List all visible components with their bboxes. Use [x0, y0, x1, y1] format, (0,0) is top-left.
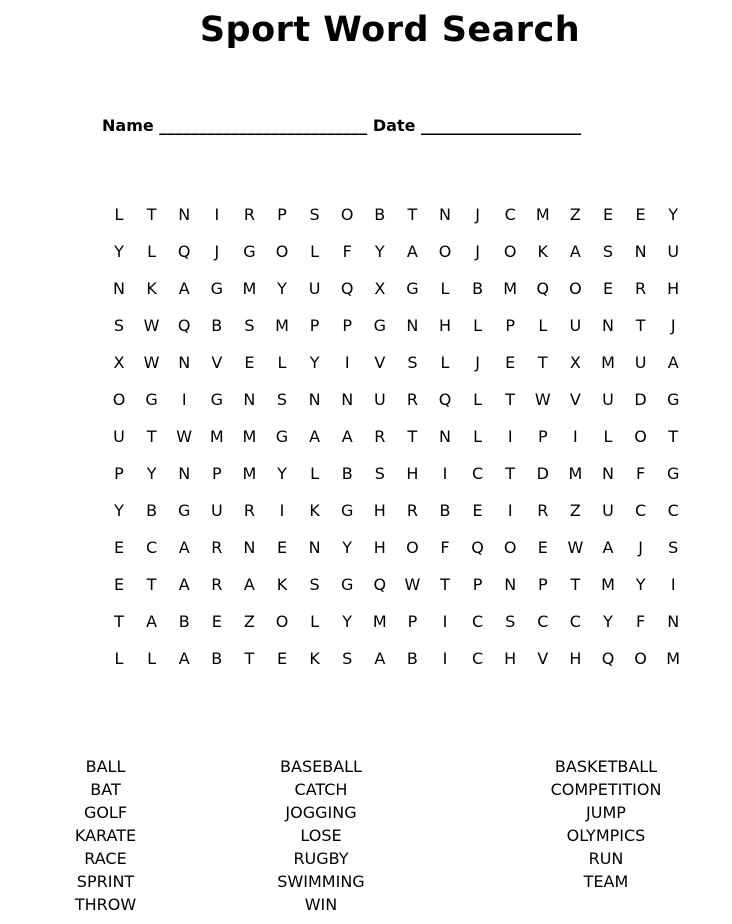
grid-letter: D — [536, 464, 549, 483]
grid-letter: L — [114, 649, 124, 668]
grid-letter: U — [113, 427, 125, 446]
grid-letter: S — [244, 316, 255, 335]
grid-letter: Y — [309, 353, 320, 372]
grid-letter: V — [569, 390, 581, 409]
grid-letter: H — [373, 538, 386, 557]
grid-letter: L — [440, 279, 450, 298]
grid-letter: E — [113, 575, 125, 594]
grid-letter: S — [668, 538, 679, 557]
grid-letter: M — [242, 279, 257, 298]
grid-letter: I — [214, 205, 220, 224]
grid-letter: C — [472, 649, 484, 668]
grid-letter: B — [146, 501, 158, 520]
grid-letter: E — [211, 612, 222, 631]
grid-letter: U — [569, 316, 582, 335]
grid-letter: S — [113, 316, 125, 335]
grid-letter: I — [181, 390, 187, 409]
grid-letter: T — [114, 612, 124, 631]
grid-row — [103, 570, 683, 600]
grid-letter: N — [178, 205, 191, 224]
grid-letter: O — [406, 538, 419, 557]
grid-letter: L — [473, 316, 483, 335]
grid-letter: E — [602, 205, 614, 224]
grid-letter: C — [667, 501, 679, 520]
grid-letter: F — [635, 464, 646, 483]
grid-letter: Y — [146, 464, 157, 483]
grid-row — [103, 422, 683, 452]
grid-letter: E — [472, 501, 483, 520]
grid-letter: N — [504, 575, 517, 594]
grid-letter: L — [310, 242, 320, 261]
grid-letter: O — [503, 538, 517, 557]
grid-letter: H — [406, 464, 419, 483]
grid-letter: S — [276, 390, 288, 409]
grid-letter: A — [243, 575, 255, 594]
name-date-line — [102, 115, 581, 137]
grid-letter: Y — [277, 279, 287, 298]
grid-letter: Y — [114, 242, 124, 261]
grid-letter: U — [602, 501, 614, 520]
grid-letter: C — [472, 612, 484, 631]
grid-letter: R — [537, 501, 549, 520]
grid-letter: E — [276, 649, 288, 668]
grid-letter: M — [372, 612, 387, 631]
grid-letter: N — [602, 316, 614, 335]
word-list-item: JUMP — [586, 803, 626, 822]
grid-letter: B — [178, 612, 190, 631]
word-list-column-3 — [531, 755, 681, 893]
word-list-item: THROW — [74, 895, 137, 914]
grid-letter: P — [505, 316, 516, 335]
grid-letter: A — [309, 427, 321, 446]
grid-letter: P — [537, 575, 548, 594]
grid-letter: B — [472, 279, 484, 298]
grid-letter: N — [178, 353, 191, 372]
grid-row — [103, 533, 683, 563]
grid-row — [103, 311, 683, 341]
grid-letter: T — [407, 205, 418, 224]
grid-letter: X — [569, 353, 581, 372]
grid-letter: R — [406, 390, 418, 409]
grid-letter: T — [146, 427, 157, 446]
grid-letter: L — [277, 353, 287, 372]
grid-letter: N — [602, 464, 614, 483]
grid-letter: H — [569, 649, 582, 668]
grid-letter: P — [114, 464, 124, 483]
grid-letter: I — [344, 353, 350, 372]
grid-letter: U — [373, 390, 386, 409]
grid-letter: R — [635, 279, 647, 298]
grid-letter: W — [567, 538, 584, 557]
grid-letter: L — [473, 427, 483, 446]
grid-letter: L — [473, 390, 483, 409]
grid-letter: N — [308, 538, 321, 557]
grid-letter: T — [146, 575, 157, 594]
grid-letter: B — [439, 501, 451, 520]
grid-letter: I — [573, 427, 578, 446]
grid-letter: H — [373, 501, 386, 520]
date-label: Date — [372, 116, 416, 135]
grid-letter: C — [635, 501, 647, 520]
grid-letter: M — [503, 279, 518, 298]
grid-letter: G — [666, 390, 680, 409]
grid-letter: X — [374, 279, 386, 298]
word-list-item: LOSE — [300, 826, 342, 845]
grid-letter: E — [244, 353, 255, 372]
grid-letter: N — [113, 279, 125, 298]
grid-letter: K — [309, 649, 320, 668]
grid-letter: L — [603, 427, 613, 446]
grid-letter: N — [243, 538, 256, 557]
grid-letter: F — [635, 612, 646, 631]
word-list-item: BALL — [85, 757, 126, 776]
grid-letter: Y — [114, 501, 124, 520]
grid-letter: W — [534, 390, 551, 409]
grid-letter: P — [211, 464, 222, 483]
grid-letter: G — [243, 242, 256, 261]
grid-letter: L — [538, 316, 548, 335]
grid-letter: O — [340, 205, 354, 224]
grid-letter: Y — [342, 612, 353, 631]
grid-letter: N — [308, 390, 321, 409]
grid-letter: H — [504, 649, 517, 668]
grid-letter: S — [407, 353, 418, 372]
grid-letter: S — [505, 612, 516, 631]
grid-letter: E — [537, 538, 548, 557]
grid-letter: I — [507, 501, 513, 520]
grid-letter: L — [310, 464, 320, 483]
grid-letter: A — [178, 279, 190, 298]
grid-letter: Y — [603, 612, 613, 631]
grid-letter: S — [309, 575, 320, 594]
grid-letter: A — [406, 242, 418, 261]
grid-letter: G — [210, 279, 223, 298]
grid-letter: M — [242, 464, 257, 483]
grid-letter: A — [374, 649, 386, 668]
grid-letter: P — [309, 316, 320, 335]
grid-letter: Y — [668, 205, 679, 224]
grid-letter: W — [176, 427, 193, 446]
grid-letter: J — [475, 205, 480, 224]
grid-row — [103, 459, 683, 489]
grid-letter: A — [341, 427, 353, 446]
grid-letter: G — [666, 464, 680, 483]
grid-letter: T — [440, 575, 450, 594]
grid-letter: J — [638, 538, 643, 557]
grid-letter: R — [211, 575, 223, 594]
grid-letter: A — [146, 612, 158, 631]
grid-row — [103, 644, 683, 674]
grid-letter: I — [279, 501, 285, 520]
grid-letter: R — [406, 501, 418, 520]
grid-letter: U — [634, 353, 647, 372]
grid-letter: M — [601, 575, 615, 594]
grid-letter: J — [670, 316, 676, 335]
grid-letter: V — [211, 353, 223, 372]
grid-letter: S — [342, 649, 353, 668]
page-title: Sport Word Search — [199, 10, 581, 50]
grid-letter: T — [635, 316, 646, 335]
grid-letter: G — [340, 575, 354, 594]
grid-letter: B — [211, 649, 223, 668]
grid-letter: G — [177, 501, 191, 520]
grid-letter: W — [143, 353, 160, 372]
grid-letter: P — [342, 316, 353, 335]
grid-letter: R — [211, 538, 223, 557]
grid-letter: M — [601, 353, 615, 372]
grid-letter: Q — [340, 279, 354, 298]
grid-letter: Q — [373, 575, 387, 594]
grid-letter: T — [570, 575, 581, 594]
word-list-item: RUN — [588, 849, 624, 868]
grid-letter: T — [407, 427, 418, 446]
word-list-item: BASKETBALL — [554, 757, 658, 776]
grid-letter: K — [537, 242, 549, 261]
word-list-item: RACE — [84, 849, 127, 868]
grid-letter: H — [438, 316, 452, 335]
grid-row — [103, 348, 683, 378]
grid-letter: J — [214, 242, 220, 261]
grid-letter: G — [406, 279, 419, 298]
grid-letter: T — [668, 427, 679, 446]
grid-letter: X — [113, 353, 125, 372]
grid-letter: R — [243, 501, 255, 520]
grid-letter: L — [147, 242, 157, 261]
word-list-column-1 — [58, 755, 153, 916]
grid-letter: N — [178, 464, 191, 483]
word-list-column-2 — [256, 755, 386, 916]
grid-letter: G — [145, 390, 158, 409]
grid-letter: T — [505, 464, 516, 483]
grid-letter: T — [146, 205, 157, 224]
grid-row — [103, 496, 683, 526]
grid-letter: O — [634, 649, 647, 668]
grid-letter: M — [666, 649, 681, 668]
grid-letter: M — [242, 427, 257, 446]
grid-letter: Q — [536, 279, 550, 298]
grid-letter: P — [277, 205, 287, 224]
word-list-item: GOLF — [83, 803, 128, 822]
word-list-item: WIN — [304, 895, 338, 914]
grid-letter: N — [243, 390, 256, 409]
grid-letter: S — [309, 205, 320, 224]
grid-letter: U — [667, 242, 680, 261]
grid-letter: L — [114, 205, 124, 224]
grid-letter: E — [113, 538, 125, 557]
grid-letter: R — [243, 205, 255, 224]
grid-letter: A — [602, 538, 614, 557]
grid-letter: C — [537, 612, 549, 631]
grid-letter: M — [209, 427, 224, 446]
grid-letter: Q — [471, 538, 484, 557]
grid-letter: B — [341, 464, 353, 483]
grid-letter: B — [374, 205, 386, 224]
grid-letter: A — [178, 538, 190, 557]
word-list-item: CATCH — [294, 780, 348, 799]
grid-letter: P — [472, 575, 483, 594]
date-blank: ____________________ — [421, 116, 582, 135]
grid-letter: I — [442, 649, 448, 668]
grid-row — [103, 200, 683, 230]
word-list-item: RUGBY — [293, 849, 349, 868]
grid-letter: T — [537, 353, 548, 372]
grid-letter: E — [505, 353, 516, 372]
grid-letter: A — [178, 575, 190, 594]
grid-letter: K — [146, 279, 157, 298]
grid-letter: N — [667, 612, 680, 631]
grid-letter: E — [276, 538, 288, 557]
grid-letter: H — [667, 279, 680, 298]
grid-letter: V — [537, 649, 549, 668]
grid-letter: Y — [277, 464, 287, 483]
grid-letter: Q — [438, 390, 452, 409]
grid-letter: G — [340, 501, 354, 520]
name-label: Name — [102, 116, 154, 135]
grid-letter: S — [374, 464, 385, 483]
grid-letter: N — [406, 316, 419, 335]
grid-letter: F — [440, 538, 450, 557]
grid-letter: W — [404, 575, 421, 594]
grid-letter: O — [634, 427, 647, 446]
grid-letter: B — [211, 316, 223, 335]
grid-letter: O — [438, 242, 452, 261]
grid-letter: L — [440, 353, 450, 372]
grid-letter: L — [310, 612, 320, 631]
grid-letter: F — [342, 242, 352, 261]
grid-letter: A — [178, 649, 190, 668]
grid-letter: N — [634, 242, 647, 261]
grid-letter: O — [275, 242, 289, 261]
grid-letter: I — [442, 464, 448, 483]
word-list-item: SPRINT — [76, 872, 135, 891]
grid-letter: N — [439, 427, 451, 446]
word-list-item: TEAM — [583, 872, 629, 891]
grid-letter: I — [442, 612, 448, 631]
word-list-item: BASEBALL — [280, 757, 362, 776]
grid-letter: R — [374, 427, 386, 446]
grid-letter: C — [472, 464, 484, 483]
grid-row — [103, 607, 683, 637]
name-blank: __________________________ — [159, 116, 368, 135]
grid-letter: Q — [177, 242, 191, 261]
grid-letter: G — [210, 390, 223, 409]
grid-letter: I — [507, 427, 513, 446]
grid-letter: E — [602, 279, 614, 298]
grid-letter: U — [308, 279, 321, 298]
grid-letter: L — [147, 649, 157, 668]
grid-letter: J — [475, 353, 480, 372]
grid-letter: C — [146, 538, 158, 557]
grid-letter: C — [504, 205, 516, 224]
grid-letter: Y — [342, 538, 353, 557]
grid-letter: M — [535, 205, 550, 224]
grid-letter: O — [275, 612, 289, 631]
grid-letter: N — [341, 390, 354, 409]
grid-row — [103, 385, 683, 415]
grid-letter: B — [406, 649, 418, 668]
word-list-item: SWIMMING — [277, 872, 365, 891]
grid-letter: A — [569, 242, 581, 261]
grid-letter: O — [569, 279, 582, 298]
grid-row — [103, 237, 683, 267]
grid-letter: D — [634, 390, 647, 409]
grid-letter: N — [439, 205, 451, 224]
grid-row — [103, 274, 683, 304]
word-list-item: JOGGING — [285, 803, 357, 822]
grid-letter: K — [309, 501, 320, 520]
grid-letter: A — [667, 353, 679, 372]
grid-letter: Z — [243, 612, 255, 631]
grid-letter: T — [505, 390, 516, 409]
grid-letter: I — [670, 575, 676, 594]
grid-letter: W — [143, 316, 160, 335]
word-list-item: OLYMPICS — [566, 826, 646, 845]
grid-letter: J — [475, 242, 480, 261]
grid-letter: T — [244, 649, 255, 668]
word-list-item: BAT — [90, 780, 121, 799]
grid-letter: Y — [374, 242, 385, 261]
grid-letter: Z — [569, 205, 581, 224]
grid-letter: M — [568, 464, 583, 483]
grid-letter: Z — [569, 501, 581, 520]
grid-letter: K — [276, 575, 288, 594]
grid-letter: G — [275, 427, 289, 446]
grid-letter: P — [537, 427, 548, 446]
grid-letter: V — [374, 353, 386, 372]
grid-letter: U — [602, 390, 614, 409]
grid-letter: P — [407, 612, 418, 631]
grid-letter: O — [112, 390, 126, 409]
grid-letter: E — [635, 205, 646, 224]
grid-letter: U — [210, 501, 223, 520]
grid-letter: Q — [177, 316, 191, 335]
grid-letter: G — [373, 316, 386, 335]
grid-letter: S — [602, 242, 614, 261]
grid-letter: Y — [635, 575, 646, 594]
grid-letter: C — [569, 612, 581, 631]
word-list-item: COMPETITION — [550, 780, 662, 799]
word-list-item: KARATE — [74, 826, 137, 845]
grid-letter: Q — [601, 649, 615, 668]
grid-letter: O — [503, 242, 517, 261]
grid-letter: M — [275, 316, 289, 335]
